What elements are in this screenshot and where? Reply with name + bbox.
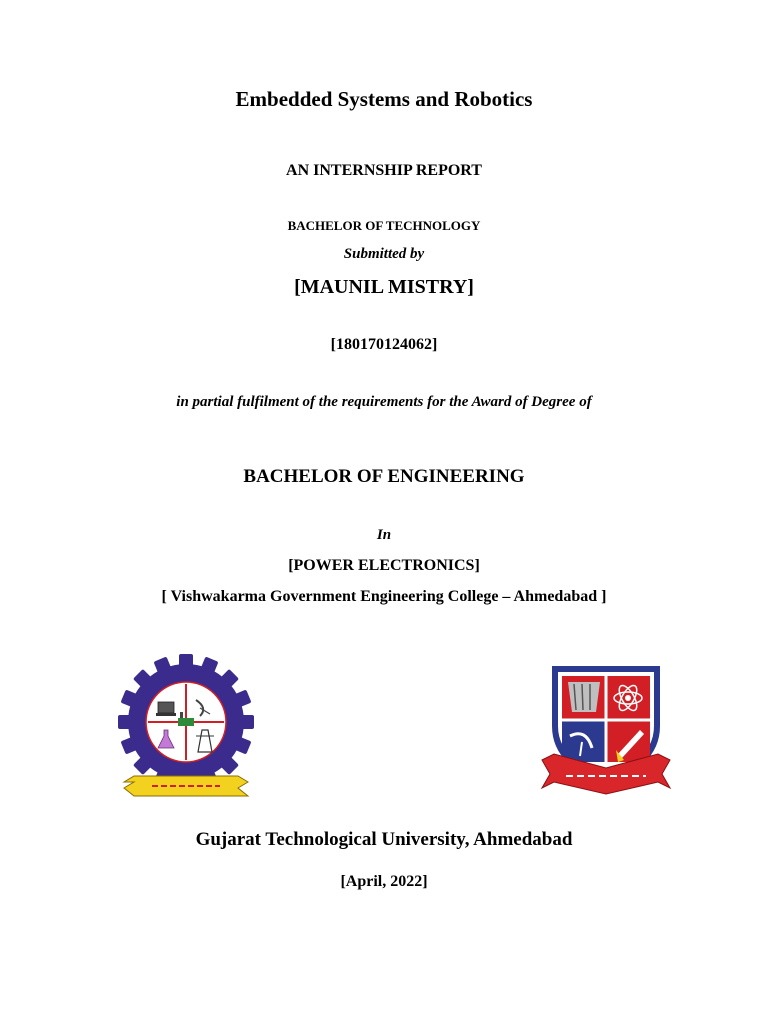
enrollment-number: [180170124062] [330, 336, 438, 353]
fulfilment-statement: in partial fulfilment of the requirements for the Award of Degree of [176, 394, 592, 410]
in-label: In [376, 527, 392, 543]
submitted-by-label: Submitted by [343, 246, 425, 262]
program-name: BACHELOR OF TECHNOLOGY [287, 218, 481, 233]
report-type: AN INTERNSHIP REPORT [286, 162, 482, 179]
degree-name: BACHELOR OF ENGINEERING [243, 466, 525, 487]
report-title: Embedded Systems and Robotics [235, 87, 533, 111]
branch-name: [POWER ELECTRONICS] [288, 557, 480, 574]
submission-date: [April, 2022] [340, 873, 428, 890]
college-name: [ Vishwakarma Government Engineering College – Ahmedabad ] [161, 588, 607, 605]
university-name: Gujarat Technological University, Ahmedabad [195, 829, 573, 850]
college-logo-icon [116, 654, 256, 804]
student-name: [MAUNIL MISTRY] [294, 276, 474, 298]
university-logo-icon [540, 656, 672, 798]
